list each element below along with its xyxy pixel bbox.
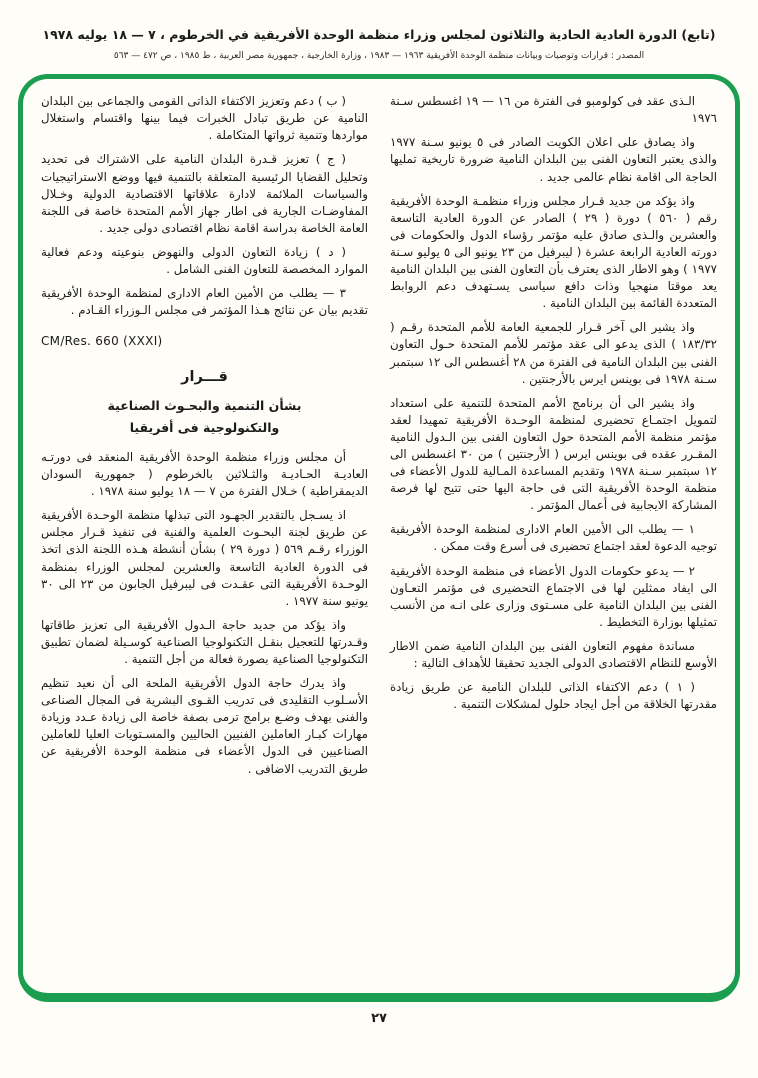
paragraph: واذ يصادق على اعلان الكويت الصادر فى ٥ يونيو سـنة ١٩٧٧ والذى يعتبر التعاون الفنى بين البلدان النامية ضرورة تاريخية تمليها الحاجة الى اقامة نظام عالمى جديد . — [390, 135, 717, 184]
paragraph: ( ١ ) دعم الاكتفاء الذاتى للبلدان النامية عن طريق زيادة مقدرتها الخلاقة من أجل ايجاد حلول لمشكلات التنمية . — [390, 680, 717, 712]
paragraph: واذ يدرك حاجة الدول الأفريقية الملحة الى أن نعيد تنظيم الأسـلوب التقليدى فى تدريب القـوى البشرية فى المجال الصناعى والفنى بهدف وضـع برامج ترمى بصفة خاصة الى زيادة عـدد وزيادة مهارات كبـار العاملين الفنيين الحاليين والمسـتويات العليا للعاملين الصناعيين فى الدول الأعضاء فى منظمة الوحدة الأفريقية عن طريق التدريب الاضافى . — [41, 676, 368, 776]
paragraph: واذ يؤكد من جديد قـرار مجلس وزراء منظمـة الوحدة الأفريقية رقم ( ٥٦٠ ) دورة ( ٢٩ ) الصادر عن الدورة العادية التاسعة والعشرين والـذى صادق عليه مؤتمر رؤساء الدول والحكومات فى دورته العادية الرابعة عشرة ( ليبرفيل من ٢٣ يونيو الى ٥ يوليو سـنة ١٩٧٧ ) وهو الاطار الذى يعترف بأن التعاون الفنى بين البلدان النامية يعد موقتا منهجيا وذات دافع سياسى يسـتهدف دعم الروابط المتعددة القائمة بين البلدان النامية . — [390, 193, 717, 311]
paragraph: واذ يشير الى أن برنامج الأمم المتحدة للتنمية على استعداد لتمويل اجتمـاع تحضيرى لمنظمة الوحـدة الأفريقية تمهيدا لعقد مؤتمر منظمة الأمم المتحدة حول التعاون الفنى بين الـدول النامية المقـرر عقده فى بوينس ايرس ( الأرجنتين ) من ٣٠ اغسطس الى ١٢ سبتمبر سـنة ١٩٧٨ وتقديم المساعدة المـالية للدول الأعضاء فى منظمة الوحدة الأفريقية التى فى حاجة اليها حتى تتيح لها فرصة المشاركة الايجابية فى أعمال المؤتمر . — [390, 395, 717, 513]
left-column — [41, 93, 368, 983]
resolution-subtitle-line1: بشأن التنمية والبحـوث الصناعية — [107, 397, 302, 413]
page-number: ٢٧ — [371, 1011, 387, 1027]
paragraph: الـذى عقد فى كولومبو فى الفترة من ١٦ — ١٩ اغسطس سـنة ١٩٧٦ — [390, 94, 717, 126]
numbered-clause-2: ٢ — يدعو حكومات الدول الأعضاء فى منظمة الوحدة الأفريقية الى ايفاد ممثلين لها فى الاجتماع التحضيرى فى مؤتمر التعـاون الفنى بين البلدان النامية على مسـتوى وزارى على انـه من الأنسب تمثيلها بوزارة التخطيط . — [390, 563, 717, 629]
resolution-heading — [41, 367, 368, 437]
right-column — [390, 93, 717, 983]
content-frame — [18, 74, 740, 1002]
resolution-title: قـــرار — [181, 368, 228, 385]
paragraph: اذ يسـجل بالتقدير الجهـود التى تبذلها منظمة الوحـدة الأفريقية عن طريق لجنة البحـوث العلمية والفنية فى تنفيذ قـرار مجلس الوزراء رقـم ٥٦٩ ( دورة ٢٩ ) بشأن أنشطة هـذه اللجنة الذى اتخذ فى الدورة العادية التاسعة والعشرين لمجلس الوزراء بمنظمة الوحـدة الأفريقية التى عقـدت فى ليبرفيل الجابون من ٢٣ الى ٣٠ يونيو سنة ١٩٧٧ . — [41, 508, 369, 608]
numbered-clause-3: ٣ — يطلب من الأمين العام الادارى لمنظمة الوحدة الأفريقية تقديم بيان عن نتائج هـذا المؤتمر فى مجلس الـوزراء القـادم . — [41, 286, 368, 318]
paragraph: أن مجلس وزراء منظمة الوحدة الأفريقية المنعقد فى دورتـه العاديـة الحـاديـة والثـلاثين بالخرطوم ( جمهورية السودان الديمقراطية ) خـلال الفترة من ٧ — ١٨ يوليو سنة ١٩٧٨ . — [41, 449, 368, 499]
clause-d: ( د ) زيادة التعاون الدولى والنهوض بنوعيته ودعم فعالية الموارد المخصصة للتعاون الفنى الشامل . — [41, 244, 368, 277]
clause-b: ( ب ) دعم وتعزيز الاكتفاء الذاتى القومى والجماعى بين البلدان النامية عن طريق تبادل الخبرات فيما بينها واقتسام واستغلال مواردها وتنمية ثرواتها المتكاملة . — [41, 94, 368, 143]
page-title: (تابع) الدورة العادية الحادية والثلاثون لمجلس وزراء منظمة الوحدة الأفريقية في الخرطوم ، ٧ — ١٨ يوليه ١٩٧٨ — [42, 27, 716, 42]
paragraph: مساندة مفهوم التعاون الفنى بين البلدان النامية ضمن الاطار الأوسع للنظام الاقتصادى الدولى الجديد تحقيقا للأهداف التالية : — [390, 638, 717, 670]
resolution-number: CM/Res. 660 (XXXI) — [41, 334, 163, 349]
resolution-subtitle-line2: والتكنولوجية فى أفريقيا — [129, 419, 280, 435]
two-column-layout — [41, 93, 717, 983]
paragraph: واذ يؤكد من جديد حاجة الـدول الأفريقية الى تعزيز طاقاتها وقـدرتها للتعجيل بنقـل التكنولوجيا الصناعية كوسـيلة لضمان تطبيق التكنولوجيا الصناعية بصورة فعالة من أجل التنمية . — [41, 617, 368, 666]
paragraph: واذ يشير الى آخر قـرار للجمعية العامة للأمم المتحدة رقـم ( ١٨٣/٣٢ ) الذى يدعو الى عقد مؤتمر للأمم المتحدة حـول التعاون الفنى بين البلدان النامية فى الفترة من ٢٨ أغسطس الى ١٢ سبتمبر سـنة ١٩٧٨ فى بوينس ايرس بالأرجنتين . — [390, 320, 717, 386]
source-line: المصدر : قرارات وتوصيات وبيانات منظمة الوحدة الأفريقية ١٩٦٣ — ١٩٨٣ ، وزارة الخارجية ، جمهورية مصر العربية ، ط ١٩٨٥ ، ص ٤٧٢ — ٥٦٣ — [113, 50, 645, 61]
clause-j: ( ج ) تعزيز قـدرة البلدان النامية على الاشتراك فى تحديد وتحليل القضايا الرئيسية المتعلقة بالتنمية فيها ووضع الاستراتيجيات والسياسات الملائمة لادارة علاقاتها الاقتصادية الدولية وخـلال المفاوضـات الجارية فى اطار جهاز الأمم المتحدة خاصة فى اللجنة العامة الخاصة بدراسة اقامة نظام اقتصادى دولى جديد . — [41, 152, 368, 235]
numbered-clause-1: ١ — يطلب الى الأمين العام الادارى لمنظمة الوحدة الأفريقية توجيه الدعوة لعقد اجتماع تحضيرى فى أسرع وقت ممكن . — [390, 522, 717, 554]
